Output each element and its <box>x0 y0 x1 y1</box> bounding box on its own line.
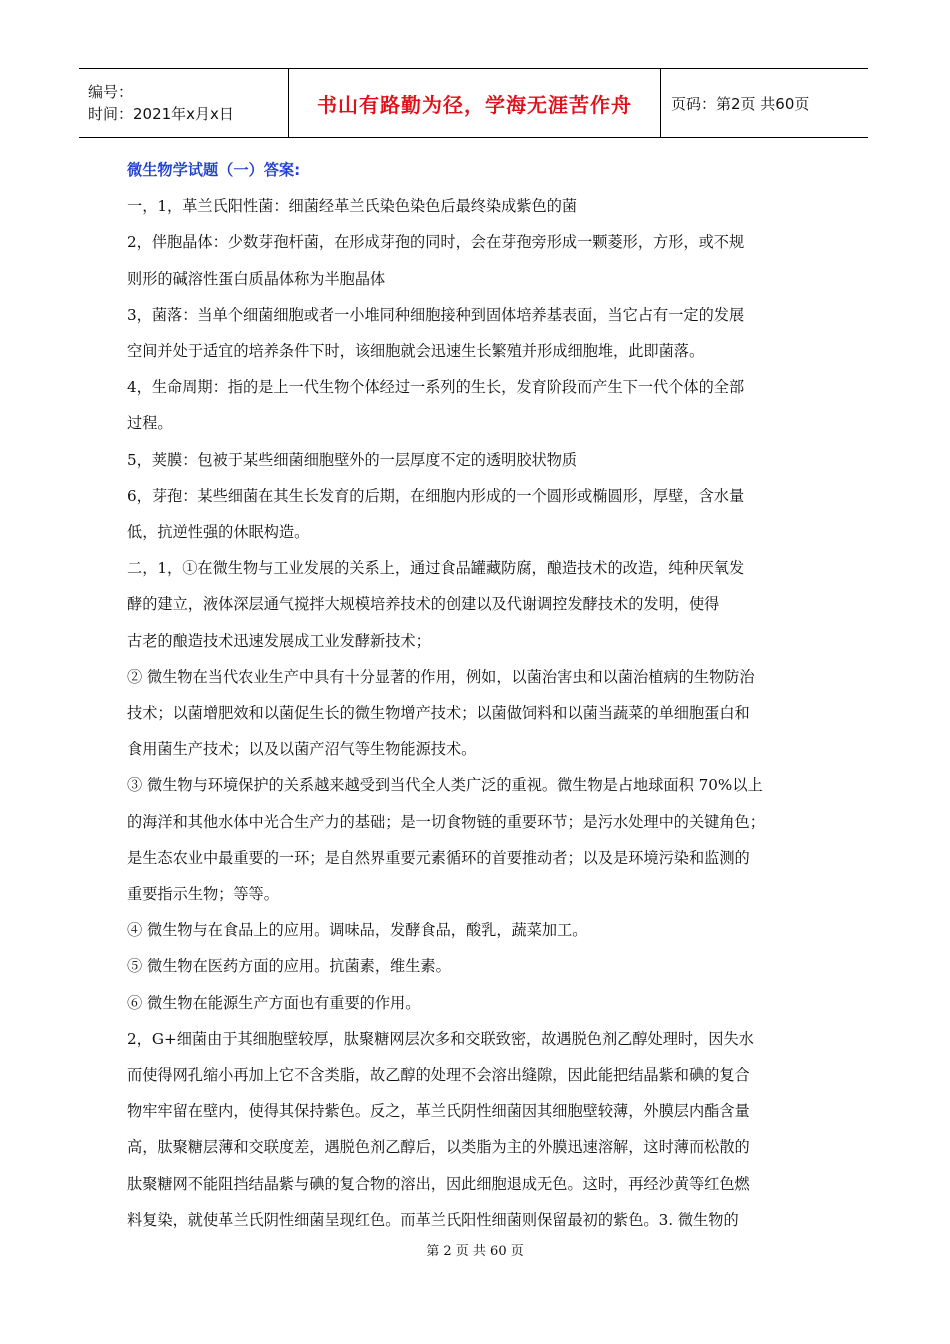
text-line: 酵的建立，液体深层通气搅拌大规模培养技术的创建以及代谢调控发酵技术的发明，使得 <box>127 595 720 614</box>
text-line: 肽聚糖网不能阻挡结晶紫与碘的复合物的溶出，因此细胞退成无色。这时，再经沙黄等红色燃 <box>127 1174 750 1193</box>
text-line: 物牢牢留在壁内，使得其保持紫色。反之，革兰氏阴性细菌因其细胞壁较薄，外膜层内酯含量 <box>127 1102 750 1121</box>
text-line: 低，抗逆性强的休眠构造。 <box>127 523 310 542</box>
text-line: 5，荚膜：包被于某些细菌细胞壁外的一层厚度不定的透明胶状物质 <box>127 450 578 469</box>
text-line: 古老的酿造技术迅速发展成工业发酵新技术； <box>127 631 431 650</box>
motto: 书山有路勤为径，学海无涯苦作舟 <box>317 92 632 117</box>
text-line: 而使得网孔缩小再加上它不含类脂，故乙醇的处理不会溶出缝隙，因此能把结晶紫和碘的复合 <box>127 1066 750 1085</box>
text-line: 3，菌落：当单个细菌细胞或者一小堆同种细胞接种到固体培养基表面，当它占有一定的发展 <box>127 305 745 324</box>
page-footer: 第 2 页 共 60 页 <box>426 1244 524 1259</box>
text-line: 则形的碱溶性蛋白质晶体称为半胞晶体 <box>127 269 386 288</box>
text-line: 是生态农业中最重要的一环；是自然界重要元素循环的首要推动者；以及是环境污染和监测的 <box>127 848 750 867</box>
text-line: 高，肽聚糖层薄和交联度差，遇脱色剂乙醇后，以类脂为主的外膜迅速溶解，这时薄而松散的 <box>127 1138 750 1157</box>
text-line: ④ 微生物与在食品上的应用。调味品，发酵食品，酸乳，蔬菜加工。 <box>127 921 588 940</box>
header-page-cell <box>661 69 868 137</box>
code-label: 编号： <box>88 83 134 101</box>
text-line: ② 微生物在当代农业生产中具有十分显著的作用，例如，以菌治害虫和以菌治植病的生物防治 <box>127 667 755 686</box>
text-line: 2，伴胞晶体：少数芽孢杆菌，在形成芽孢的同时，会在芽孢旁形成一颗菱形，方形，或不规 <box>127 233 745 252</box>
text-line: 4，生命周期：指的是上一代生物个体经过一系列的生长，发育阶段而产生下一代个体的全部 <box>127 378 745 397</box>
text-line: 6，芽孢：某些细菌在其生长发育的后期，在细胞内形成的一个圆形或椭圆形，厚壁，含水量 <box>127 486 745 505</box>
text-line: ⑥ 微生物在能源生产方面也有重要的作用。 <box>127 993 421 1012</box>
page-label: 页码：第2页 共60页 <box>671 94 810 113</box>
text-line: ③ 微生物与环境保护的关系越来越受到当代全人类广泛的重视。微生物是占地球面积 70%以上 <box>127 776 763 795</box>
text-line: 料复染，就使革兰氏阴性细菌呈现红色。而革兰氏阳性细菌则保留最初的紫色。3. 微生物的 <box>127 1210 739 1229</box>
time-label: 时间：2021年x月x日 <box>88 105 234 123</box>
text-line: 技术；以菌增肥效和以菌促生长的微生物增产技术；以菌做饲料和以菌当蔬菜的单细胞蛋白和 <box>127 704 750 723</box>
header-meta <box>79 69 289 137</box>
text-line: 二，1，①在微生物与工业发展的关系上，通过食品罐藏防腐，酿造技术的改造，纯种厌氧发 <box>127 559 745 578</box>
text-line: ⑤ 微生物在医药方面的应用。抗菌素，维生素。 <box>127 957 451 976</box>
text-line: 2，G+细菌由于其细胞壁较厚，肽聚糖网层次多和交联致密，故遇脱色剂乙醇处理时，因失水 <box>127 1029 754 1048</box>
text-line: 重要指示生物；等等。 <box>127 885 279 904</box>
section-title: 微生物学试题（一）答案: <box>127 161 301 179</box>
text-line: 食用菌生产技术；以及以菌产沼气等生物能源技术。 <box>127 740 477 759</box>
text-line: 的海洋和其他水体中光合生产力的基础；是一切食物链的重要环节；是污水处理中的关键角色； <box>127 812 765 831</box>
page-header <box>79 68 868 138</box>
text-line: 一，1，革兰氏阳性菌：细菌经革兰氏染色染色后最终染成紫色的菌 <box>127 197 578 216</box>
header-motto-cell <box>289 69 661 137</box>
document-body <box>127 152 827 1238</box>
text-line: 空间并处于适宜的培养条件下时，该细胞就会迅速生长繁殖并形成细胞堆，此即菌落。 <box>127 342 705 361</box>
text-line: 过程。 <box>127 414 173 433</box>
